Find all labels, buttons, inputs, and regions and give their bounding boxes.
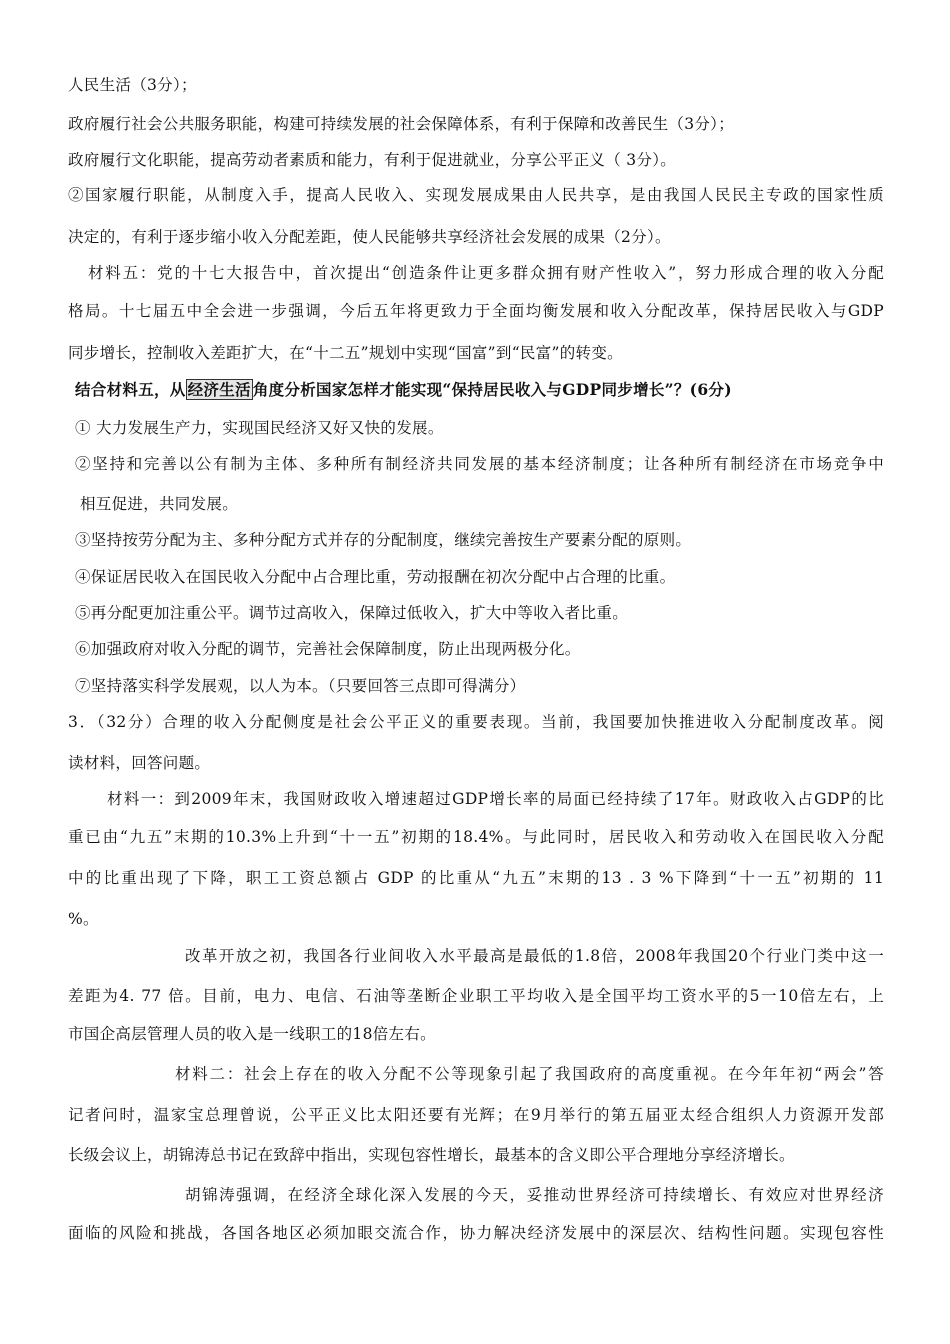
text-line: 重已由“九五”末期的10.3%上升到“十一五”初期的18.4%。与此同时，居民收入和劳动收入在国民收入分配: [68, 828, 884, 846]
text-line: %。: [68, 910, 99, 928]
text-line: 材料一：到2009年末，我国财政收入增速超过GDP增长率的局面已经持续了17年。财政收入占GDP的比: [107, 790, 884, 808]
text-line: 胡锦涛强调，在经济全球化深入发展的今天，妥推动世界经济可持续增长、有效应对世界经济: [185, 1186, 884, 1204]
text-line: 差距为4. 77 倍。目前，电力、电信、石油等垄断企业职工平均收入是全国平均工资水平的5一10倍左右，上: [68, 987, 884, 1005]
text-line: 材料五：党的十七大报告中，首次提出“创造条件让更多群众拥有财产性收入”，努力形成合理的收入分配: [88, 264, 884, 282]
text-line: 决定的，有利于逐步缩小收入分配差距，使人民能够共享经济社会发展的成果（2分）。: [68, 228, 671, 246]
text-line: 格局。十七届五中全会进一步强调，今后五年将更致力于全面均衡发展和收入分配改革，保持居民收入与GDP: [68, 302, 884, 320]
question-line: [75, 379, 884, 401]
answer-item: ⑦坚持落实科学发展观，以人为本。（只要回答三点即可得满分）: [75, 677, 526, 695]
text-line: 面临的风险和挑战，各国各地区必须加眼交流合作，协力解决经济发展中的深层次、结构性问题。实现包容性: [68, 1224, 884, 1242]
text-line: ②国家履行职能，从制度入手，提高人民收入、实现发展成果由人民共享，是由我国人民民主专政的国家性质: [68, 186, 884, 204]
text-line: 改革开放之初，我国各行业间收入水平最高是最低的1.8倍，2008年我国20个行业门类中这一: [185, 947, 884, 965]
answer-item: ① 大力发展生产力，实现国民经济又好又快的发展。: [75, 419, 444, 437]
answer-item: ④保证居民收入在国民收入分配中占合理比重，劳动报酬在初次分配中占合理的比重。: [75, 568, 676, 586]
question-suffix: 角度分析国家怎样才能实现“保持居民收入与GDP同步增长”？(6分): [252, 380, 732, 399]
text-line: 市国企高层管理人员的收入是一线职工的18倍左右。: [68, 1025, 436, 1043]
text-line: 记者问时，温家宝总理曾说，公平正义比太阳还要有光辉；在9月举行的第五届亚太经合组织人力资源开发部: [68, 1106, 884, 1124]
text-line: 政府履行文化职能，提高劳动者素质和能力，有利于促进就业，分享公平正义（ 3分）。: [68, 151, 677, 169]
text-line: 长级会议上，胡锦涛总书记在致辞中指出，实现包容性增长，最基本的含义即公平合理地分享经济增长。: [68, 1146, 795, 1164]
text-line: 读材料，回答问题。: [68, 754, 211, 772]
answer-item: ②坚持和完善以公有制为主体、多种所有制经济共同发展的基本经济制度；让各种所有制经济在市场竞争中: [75, 455, 884, 473]
answer-item: 相互促进，共同发展。: [80, 495, 239, 513]
highlighted-term: 经济生活: [187, 380, 251, 399]
answer-item: ⑥加强政府对收入分配的调节，完善社会保障制度，防止出现两极分化。: [75, 640, 581, 658]
text-line: 人民生活（3分）；: [68, 76, 197, 94]
question-prefix: 结合材料五，从: [75, 380, 186, 399]
answer-item: ⑤再分配更加注重公平。调节过高收入，保障过低收入，扩大中等收入者比重。: [75, 604, 629, 622]
question-3-line: 3．（32分）合理的收入分配侧度是社会公平正义的重要表现。当前，我国要加快推进收入分配制度改革。阅: [68, 713, 884, 731]
answer-item: ③坚持按劳分配为主、多种分配方式并存的分配制度，继续完善按生产要素分配的原则。: [75, 531, 692, 549]
text-line: 中的比重出现了下降，职工工资总额占 GDP 的比重从“九五”末期的13 . 3 %下降到“十一五”初期的 11: [68, 869, 884, 887]
text-line: 政府履行社会公共服务职能，构建可持续发展的社会保障体系，有利于保障和改善民生（3分）；: [68, 115, 735, 133]
text-line: 材料二：社会上存在的收入分配不公等现象引起了我国政府的高度重视。在今年年初“两会”答: [175, 1065, 884, 1083]
text-line: 同步增长，控制收入差距扩大，在“十二五”规划中实现“国富”到“民富”的转变。: [68, 344, 623, 362]
